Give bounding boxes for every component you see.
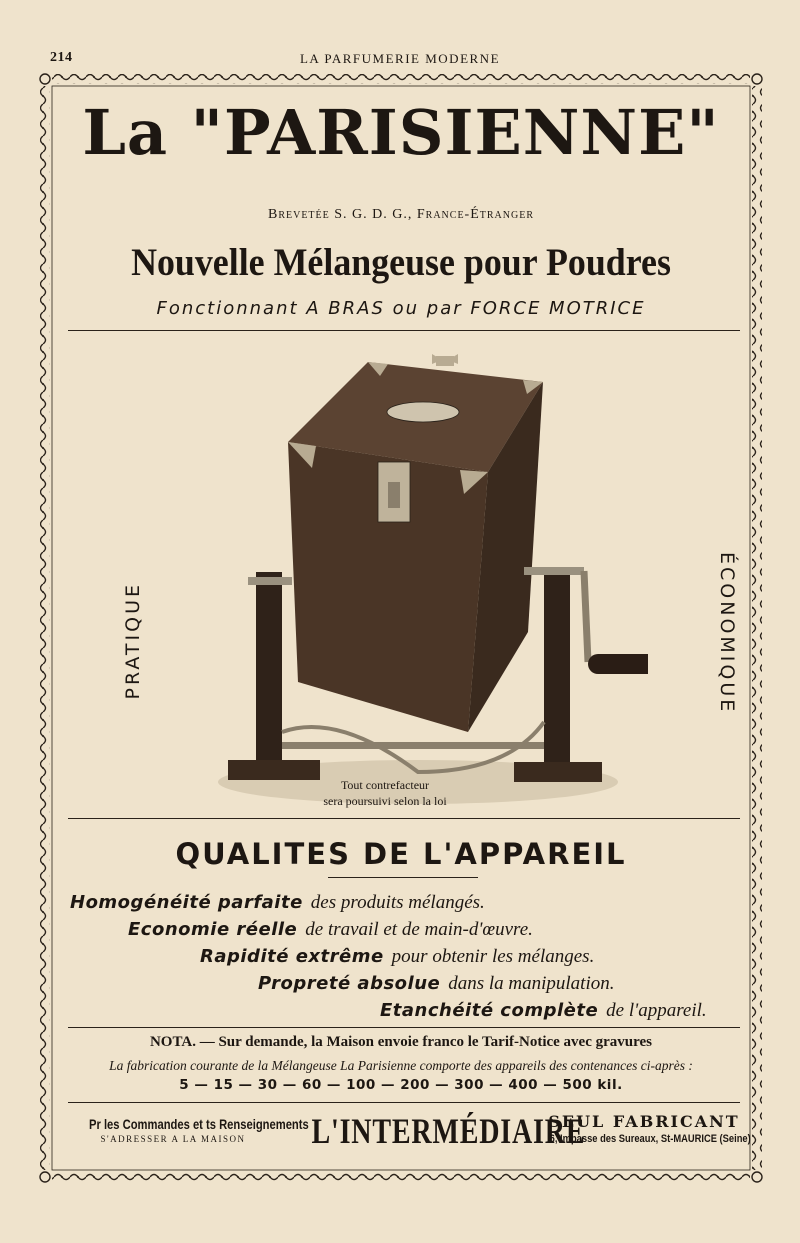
short-divider [328,877,478,878]
nota-line: NOTA. — Sur demande, la Maison envoie franco le Tarif-Notice avec gravures [149,1034,653,1050]
capacities-intro: La fabrication courante de la Mélangeuse La Parisienne comporte des appareils des contenances ci-après : [109,1058,693,1073]
caption-line-2: sera poursuivi selon la loi [323,794,447,808]
operation-line: Fonctionnant A BRAS ou par FORCE MOTRICE [156,298,646,319]
divider [68,1102,740,1103]
quality-item [380,1000,707,1022]
running-head [0,50,800,72]
quality-item [128,919,533,941]
orders-line-1: Pr les Commandes et ts Renseignements [89,1116,309,1132]
quality-item [70,892,485,914]
powder-mixer-illustration [188,352,648,812]
image-caption [310,777,460,809]
qualities-title: QUALITES DE L'APPAREIL [175,837,627,871]
divider [68,1027,740,1028]
quality-item [200,946,594,968]
maker-line-1: SEUL FABRICANT [548,1112,740,1131]
page-number: 214 [50,50,73,65]
quality-desc: de l'appareil. [606,1000,707,1021]
patent-line: Brevetée S. G. D. G., France-Étranger [267,207,534,222]
quality-desc: de travail et de main-d'œuvre. [305,919,533,940]
quality-desc: des produits mélangés. [310,892,485,913]
maker-line-2: 6, Impasse des Sureaux, St-MAURICE (Seine) [549,1133,751,1145]
mixer-box [288,354,543,732]
advertisement-frame [38,72,764,1184]
caption-line-1: Tout contrefacteur [340,778,430,792]
capacities-list: 5 — 15 — 30 — 60 — 100 — 200 — 300 — 400 — 500 kil. [179,1077,623,1093]
orders-block [68,1116,309,1144]
quality-desc: pour obtenir les mélanges. [391,946,595,967]
headline: La "PARISIENNE" [82,96,720,169]
side-label-right: ÉCONOMIQUE [716,552,738,715]
quality-desc: dans la manipulation. [448,973,615,994]
quality-name: Etanchéité complète [380,1000,599,1021]
side-label-left: PRATIQUE [122,582,144,700]
brand-name: L'INTERMÉDIAIRE [311,1111,586,1151]
quality-item [258,973,615,995]
divider [68,330,740,331]
quality-name: Propreté absolue [258,973,441,994]
quality-name: Rapidité extrême [200,946,384,967]
orders-line-2: S'ADRESSER A LA MAISON [100,1134,246,1144]
maker-block [533,1112,755,1145]
divider [68,818,740,819]
quality-name: Economie réelle [128,919,298,940]
product-title: Nouvelle Mélangeuse pour Poudres [131,241,671,284]
quality-name: Homogénéité parfaite [70,892,303,913]
journal-title: LA PARFUMERIE MODERNE [299,51,501,66]
